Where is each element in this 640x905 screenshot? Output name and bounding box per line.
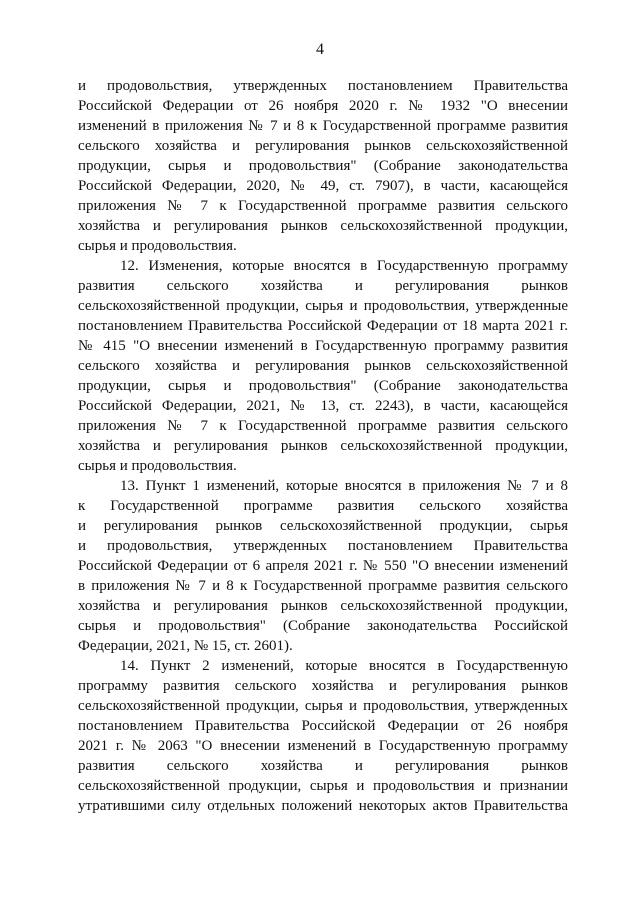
text-line: приложения № 7 к Государственной программе развития сельского <box>78 198 568 214</box>
text-line: сельскохозяйственной продукции, сырья и продовольствия и признании <box>78 778 568 794</box>
text-line: сельского хозяйства и регулирования рынков сельскохозяйственной <box>78 358 568 374</box>
text-line: утратившими силу отдельных положений некоторых актов Правительства <box>78 798 568 814</box>
text-line: постановлением Правительства Российской Федерации от 18 марта 2021 г. <box>78 318 568 334</box>
text-line: и регулирования рынков сельскохозяйственной продукции, сырья <box>78 518 568 534</box>
text-line: продукции, сырья и продовольствия" (Собрание законодательства <box>78 378 568 394</box>
text-line: сельскохозяйственной продукции, сырья и продовольствия, утвержденные <box>78 298 568 314</box>
text-line: развития сельского хозяйства и регулирования рынков <box>78 278 568 294</box>
text-line: и продовольствия, утвержденных постановлением Правительства <box>78 538 568 554</box>
text-line: 14. Пункт 2 изменений, которые вносятся в Государственную <box>120 658 568 674</box>
text-line: № 415 "О внесении изменений в Государственную программу развития <box>78 338 568 354</box>
text-line: постановлением Правительства Российской Федерации от 26 ноября <box>78 718 568 734</box>
text-line: Российской Федерации, 2021, № 13, ст. 2243), в части, касающейся <box>78 398 568 414</box>
text-line: изменений в приложения № 7 и 8 к Государственной программе развития <box>78 118 568 134</box>
text-line: 2021 г. № 2063 "О внесении изменений в Государственную программу <box>78 738 568 754</box>
page-number: 4 <box>316 41 324 58</box>
text-line: в приложения № 7 и 8 к Государственной программе развития сельского <box>78 578 568 594</box>
text-line: и продовольствия, утвержденных постановлением Правительства <box>78 78 568 94</box>
text-line: хозяйства и регулирования рынков сельскохозяйственной продукции, <box>78 438 568 454</box>
text-line: Российской Федерации от 26 ноября 2020 г. № 1932 "О внесении <box>78 98 568 114</box>
text-line: Российской Федерации от 6 апреля 2021 г. № 550 "О внесении изменений <box>78 558 568 574</box>
text-line: Российской Федерации, 2020, № 49, ст. 7907), в части, касающейся <box>78 178 568 194</box>
document-body <box>78 76 568 816</box>
text-line: к Государственной программе развития сельского хозяйства <box>78 498 568 514</box>
text-line: развития сельского хозяйства и регулирования рынков <box>78 758 568 774</box>
text-line: сельскохозяйственной продукции, сырья и продовольствия, утвержденных <box>78 698 568 714</box>
text-line: 12. Изменения, которые вносятся в Государственную программу <box>120 258 568 274</box>
text-line: программу развития сельского хозяйства и регулирования рынков <box>78 678 568 694</box>
text-line: хозяйства и регулирования рынков сельскохозяйственной продукции, <box>78 218 568 234</box>
text-line: сырья и продовольствия" (Собрание законодательства Российской <box>78 618 568 634</box>
text-line: сельского хозяйства и регулирования рынков сельскохозяйственной <box>78 138 568 154</box>
text-line: приложения № 7 к Государственной программе развития сельского <box>78 418 568 434</box>
text-line: сырья и продовольствия. <box>78 238 237 254</box>
text-line: сырья и продовольствия. <box>78 458 237 474</box>
text-line: продукции, сырья и продовольствия" (Собрание законодательства <box>78 158 568 174</box>
text-line: 13. Пункт 1 изменений, которые вносятся в приложения № 7 и 8 <box>120 478 568 494</box>
text-line: Федерации, 2021, № 15, ст. 2601). <box>78 638 293 654</box>
text-line: хозяйства и регулирования рынков сельскохозяйственной продукции, <box>78 598 568 614</box>
